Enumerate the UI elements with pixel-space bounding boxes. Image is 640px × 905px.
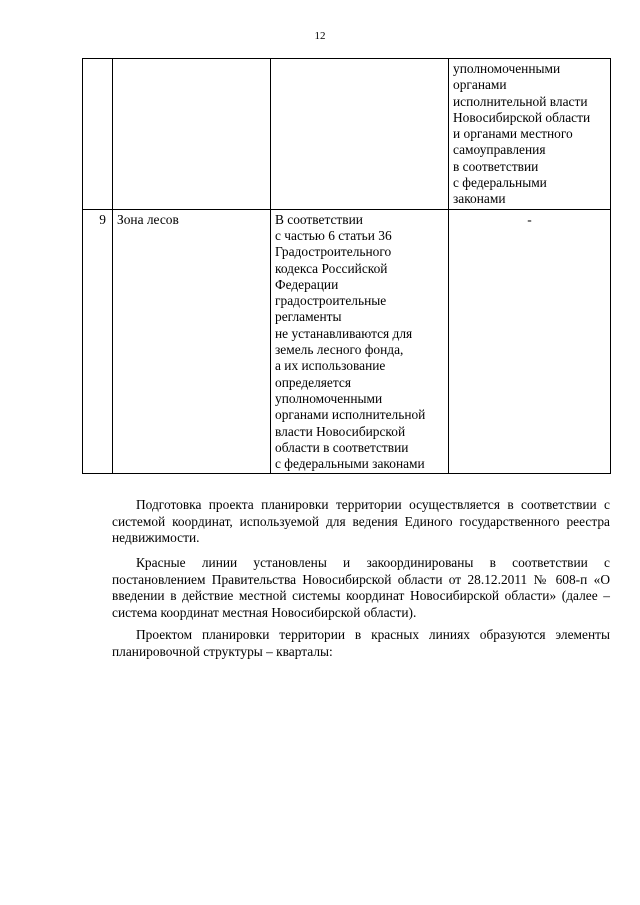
note-line: Новосибирской области <box>453 109 591 125</box>
regulation-line: В соответствии <box>275 211 363 227</box>
note-line: органами <box>453 77 507 93</box>
paragraph-red-lines: Красные линии установлены и закоординированы в соответствии с постановлением Правительства Новосибирской области от 28.12.2011 № 608-п «О введении в действие местной системы координат Новосибирской области» (далее – система координат местная Новосибирской области). <box>112 555 610 620</box>
regulation-line: Федерации <box>275 276 339 292</box>
regulation-line: уполномоченными <box>275 390 383 406</box>
note-line: с федеральными <box>453 175 547 191</box>
zones-table <box>82 58 611 474</box>
regulation-line: не устанавливаются для <box>275 325 413 341</box>
regulation-line: регламенты <box>275 309 342 325</box>
regulation-cell <box>271 209 449 474</box>
regulation-line: а их использование <box>275 358 386 374</box>
note-line: уполномоченными <box>453 61 561 76</box>
regulation-line: земель лесного фонда, <box>275 342 404 358</box>
table-row <box>83 59 611 210</box>
row-number-cell: 9 <box>83 209 113 474</box>
regulation-line: с федеральными законами <box>275 456 425 472</box>
table-row <box>83 209 611 474</box>
note-line: и органами местного <box>453 126 573 142</box>
note-line: самоуправления <box>453 142 546 158</box>
regulation-cell <box>271 59 449 210</box>
regulation-line: органами исполнительной <box>275 407 426 423</box>
note-cell: - <box>449 209 611 474</box>
zone-name-cell: Зона лесов <box>113 209 271 474</box>
zone-name-cell <box>113 59 271 210</box>
paragraph-quarters: Проектом планировки территории в красных линиях образуются элементы планировочной структуры – кварталы: <box>112 627 610 659</box>
regulation-line: с частью 6 статьи 36 <box>275 227 392 243</box>
row-number-cell <box>83 59 113 210</box>
note-line: исполнительной власти <box>453 93 588 109</box>
note-line: в соответствии <box>453 158 539 174</box>
regulation-line: Градостроительного <box>275 244 392 260</box>
paragraph-coordinate-system: Подготовка проекта планировки территории осуществляется в соответствии с системой координат, используемой для ведения Единого государственного реестра недвижимости. <box>112 497 610 545</box>
regulation-line: определяется <box>275 374 351 390</box>
regulation-line: власти Новосибирской <box>275 423 406 439</box>
page-number: 12 <box>314 30 326 42</box>
note-cell <box>449 59 611 210</box>
note-line: законами <box>453 191 506 207</box>
regulation-line: области в соответствии <box>275 439 409 455</box>
regulation-line: кодекса Российской <box>275 260 388 276</box>
regulation-line: градостроительные <box>275 293 387 309</box>
